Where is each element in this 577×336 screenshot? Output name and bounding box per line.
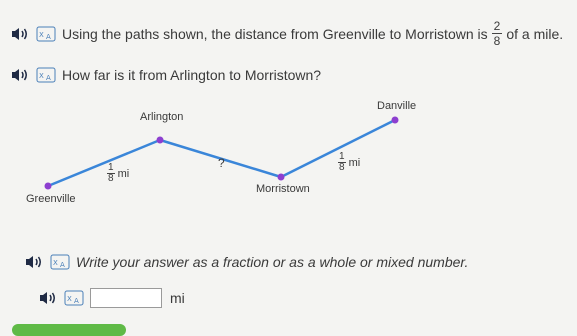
edge-label-morristown-danville	[338, 152, 360, 173]
edge-fraction-denominator: 8	[108, 173, 114, 184]
edge-unit: mi	[348, 156, 361, 169]
instruction-text: Write your answer as a fraction or as a whole or mixed number.	[76, 254, 469, 270]
fraction-denominator: 8	[493, 34, 501, 48]
city-label-arlington: Arlington	[140, 111, 184, 123]
node-greenville	[45, 183, 52, 190]
svg-text:A: A	[60, 261, 65, 269]
edge-fraction	[338, 152, 346, 173]
node-danville	[392, 117, 399, 124]
question-1-text-before: Using the paths shown, the distance from Greenville to Morristown is	[62, 25, 488, 42]
node-arlington	[157, 137, 164, 144]
instruction-row	[24, 254, 468, 270]
answer-row	[38, 288, 185, 308]
svg-text:X: X	[67, 295, 72, 303]
edge-unit: mi	[117, 167, 130, 180]
svg-text:A: A	[46, 32, 51, 41]
speaker-icon[interactable]	[38, 290, 58, 306]
speaker-icon[interactable]	[24, 254, 44, 270]
edge-label-greenville-arlington	[107, 163, 129, 184]
city-label-danville: Danville	[377, 100, 417, 112]
city-label-greenville: Greenville	[26, 193, 76, 205]
svg-text:A: A	[46, 74, 51, 82]
edge-label-arlington-morristown: ?	[218, 156, 225, 170]
question-2-text: How far is it from Arlington to Morristown?	[62, 67, 322, 83]
answer-unit: mi	[170, 290, 185, 306]
translate-icon[interactable]	[50, 254, 70, 270]
edge-fraction	[107, 163, 115, 184]
city-label-morristown: Morristown	[256, 183, 310, 195]
question-1-text-after: of a mile.	[506, 25, 564, 42]
submit-button[interactable]	[12, 324, 126, 336]
svg-text:A: A	[74, 297, 79, 305]
edge-fraction-numerator: 1	[339, 151, 345, 162]
edge-fraction-denominator: 8	[339, 162, 345, 173]
edge-fraction-numerator: 1	[108, 162, 114, 173]
path-greenville-arlington	[48, 140, 160, 186]
translate-icon[interactable]	[64, 290, 84, 306]
node-morristown	[278, 174, 285, 181]
svg-text:X: X	[53, 259, 58, 267]
svg-text:X: X	[39, 72, 44, 80]
fraction-numerator: 2	[493, 19, 501, 33]
answer-input[interactable]	[90, 288, 162, 308]
svg-text:X: X	[39, 30, 44, 39]
